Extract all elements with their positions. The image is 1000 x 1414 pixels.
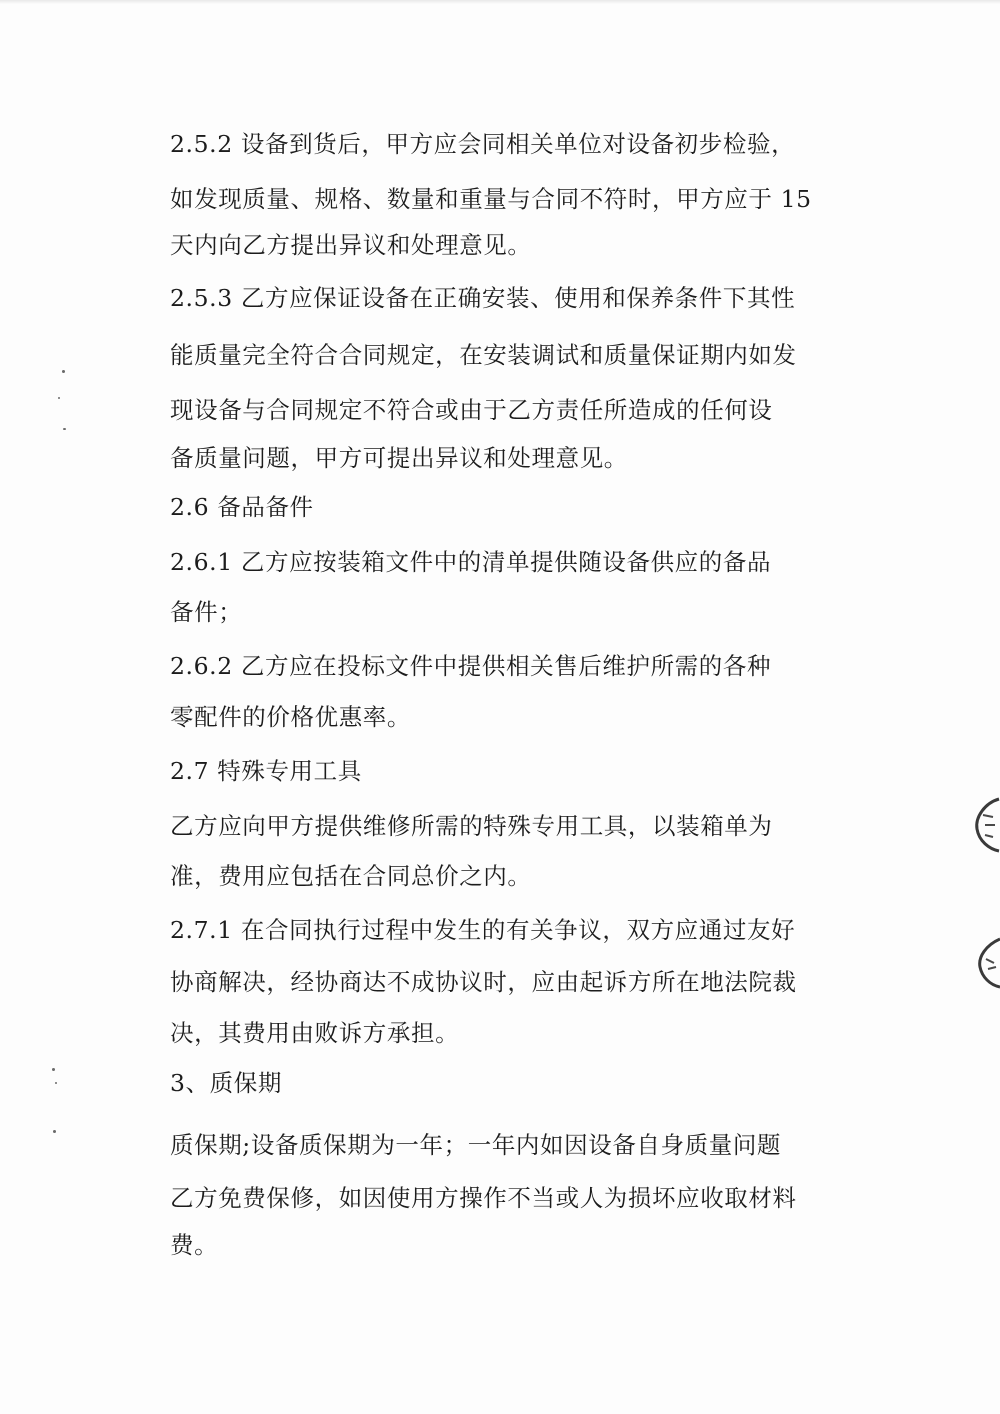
scan-speck xyxy=(63,428,66,430)
text-line: 天内向乙方提出异议和处理意见。 xyxy=(170,231,532,259)
text-line: 2.5.2 设备到货后，甲方应会同相关单位对设备初步检验， xyxy=(170,130,796,158)
text-line: 准，费用应包括在合同总价之内。 xyxy=(170,862,532,890)
scan-speck xyxy=(52,1068,55,1071)
seal-fragment-top xyxy=(955,795,1000,855)
text-line: 现设备与合同规定不符合或由于乙方责任所造成的任何设 xyxy=(170,396,773,424)
text-line: 备件； xyxy=(170,598,243,626)
text-line: 2.5.3 乙方应保证设备在正确安装、使用和保养条件下其性 xyxy=(170,284,796,312)
scan-speck xyxy=(62,370,65,373)
seal-fragment-bottom xyxy=(958,935,1000,990)
text-line: 质保期;设备质保期为一年；一年内如因设备自身质量问题 xyxy=(170,1131,782,1159)
text-line: 如发现质量、规格、数量和重量与合同不符时，甲方应于 15 xyxy=(170,185,812,213)
scan-speck xyxy=(53,1130,56,1133)
text-line: 决，其费用由败诉方承担。 xyxy=(170,1019,460,1047)
scan-edge-shadow xyxy=(0,0,1000,4)
scan-speck xyxy=(55,1082,57,1084)
scan-speck xyxy=(58,397,60,399)
text-line: 乙方应向甲方提供维修所需的特殊专用工具，以装箱单为 xyxy=(170,812,773,840)
text-line: 备质量问题，甲方可提出异议和处理意见。 xyxy=(170,444,628,472)
text-line: 乙方免费保修，如因使用方操作不当或人为损坏应收取材料 xyxy=(170,1184,797,1212)
text-line: 协商解决，经协商达不成协议时，应由起诉方所在地法院裁 xyxy=(170,968,797,996)
section-heading: 3、质保期 xyxy=(170,1069,282,1097)
text-line: 2.7.1 在合同执行过程中发生的有关争议，双方应通过友好 xyxy=(170,916,796,944)
section-heading: 2.6 备品备件 xyxy=(170,493,314,521)
text-line: 零配件的价格优惠率。 xyxy=(170,703,411,731)
text-line: 费。 xyxy=(170,1231,219,1259)
text-line: 2.6.1 乙方应按装箱文件中的清单提供随设备供应的备品 xyxy=(170,548,772,576)
text-line: 能质量完全符合合同规定，在安装调试和质量保证期内如发 xyxy=(170,341,797,369)
section-heading: 2.7 特殊专用工具 xyxy=(170,757,362,785)
text-line: 2.6.2 乙方应在投标文件中提供相关售后维护所需的各种 xyxy=(170,652,772,680)
